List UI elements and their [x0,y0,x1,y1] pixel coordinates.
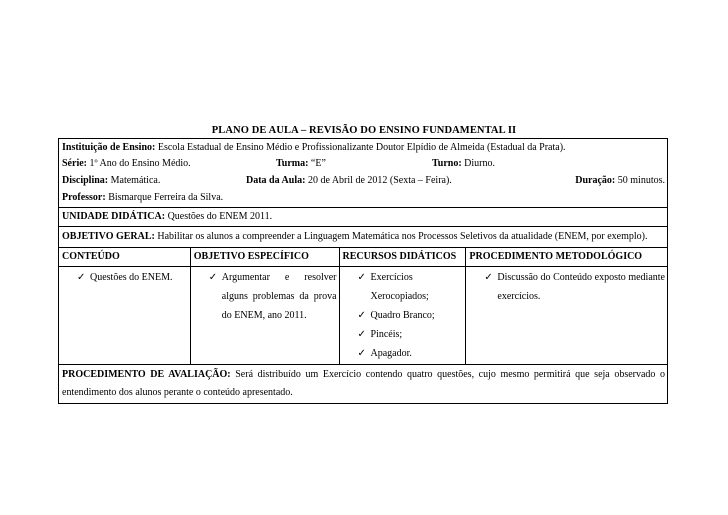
objetivo-geral-value: Habilitar os alunos a compreender a Linguagem Matemática nos Processos Seletivos da atualidade (ENEM, por exemplo). [157,231,648,242]
duracao-value: 50 minutos. [617,175,665,186]
content-row [59,267,668,365]
check-icon: ✓ [357,272,366,283]
professor-label: Professor: [62,192,106,203]
avaliacao-label: PROCEDIMENTO DE AVALIAÇÃO: [62,369,231,380]
check-icon: ✓ [77,272,86,283]
info-cell [59,139,668,208]
professor-value: Bismarque Ferreira da Silva. [108,192,224,203]
instituicao-line [62,140,665,156]
list-item: ✓ Exercícios Xerocopiados; [357,268,464,306]
objetivo-geral-label: OBJETIVO GERAL: [62,231,155,242]
disciplina-line [62,173,665,190]
header-objetivo-especifico: OBJETIVO ESPECÍFICO [190,248,339,267]
objetivo-geral-cell [59,227,668,248]
data-value: 20 de Abril de 2012 (Sexta – Feira). [307,175,452,186]
turma-label: Turma: [276,158,309,169]
list-item: ✓ Pincéis; [357,325,464,344]
column-header-row [59,248,668,267]
list-item: ✓ Argumentar e resolver alguns problemas da prova do ENEM, ano 2011. [208,268,337,325]
professor-line [62,190,665,206]
data-label: Data da Aula: [246,175,306,186]
unidade-row [59,208,668,227]
turno-value: Diurno. [464,158,495,169]
unidade-cell [59,208,668,227]
avaliacao-row [59,365,668,404]
check-icon: ✓ [208,272,218,283]
list-item: ✓ Discussão do Conteúdo exposto mediante exercícios. [483,268,665,306]
instituicao-label: Instituição de Ensino: [62,142,156,153]
turno-label: Turno: [432,158,462,169]
conteudo-cell [59,267,191,365]
header-procedimento: PROCEDIMENTO METODOLÓGICO [466,248,668,267]
header-conteudo: CONTEÚDO [59,248,191,267]
objetivo-especifico-cell [190,267,339,365]
recursos-cell [339,267,466,365]
disciplina-label: Disciplina: [62,175,109,186]
list-item: ✓ Quadro Branco; [357,306,464,325]
check-icon: ✓ [357,348,366,359]
avaliacao-cell [59,365,668,404]
procedimento-cell [466,267,668,365]
unidade-value: Questões do ENEM 2011. [167,211,273,222]
duracao-label: Duração: [575,175,616,186]
instituicao-value: Escola Estadual de Ensino Médio e Profissionalizante Doutor Elpídio de Almeida (Estadual da Prata). [157,142,566,153]
avaliacao-value: Será distribuído um Exercício contendo quatro questões, cujo mesmo permitirá que seja observado o entendimento dos alunos perante o conteúdo apresentado. [62,369,665,398]
serie-value: 1º Ano do Ensino Médio. [89,158,191,169]
lesson-plan-table [58,138,668,404]
disciplina-value: Matemática. [110,175,161,186]
serie-label: Série: [62,158,87,169]
objetivo-geral-row [59,227,668,248]
list-item: ✓ Questões do ENEM. [76,268,188,287]
check-icon: ✓ [484,272,493,283]
serie-line [62,156,665,173]
turma-value: “E” [310,158,326,169]
check-icon: ✓ [357,310,366,321]
check-icon: ✓ [357,329,366,340]
header-recursos: RECURSOS DIDÁTICOS [339,248,466,267]
list-item: ✓ Apagador. [357,344,464,363]
unidade-label: UNIDADE DIDÁTICA: [62,211,166,222]
page-title: PLANO DE AULA – REVISÃO DO ENSINO FUNDAMENTAL II [211,125,517,136]
info-row [59,139,668,208]
